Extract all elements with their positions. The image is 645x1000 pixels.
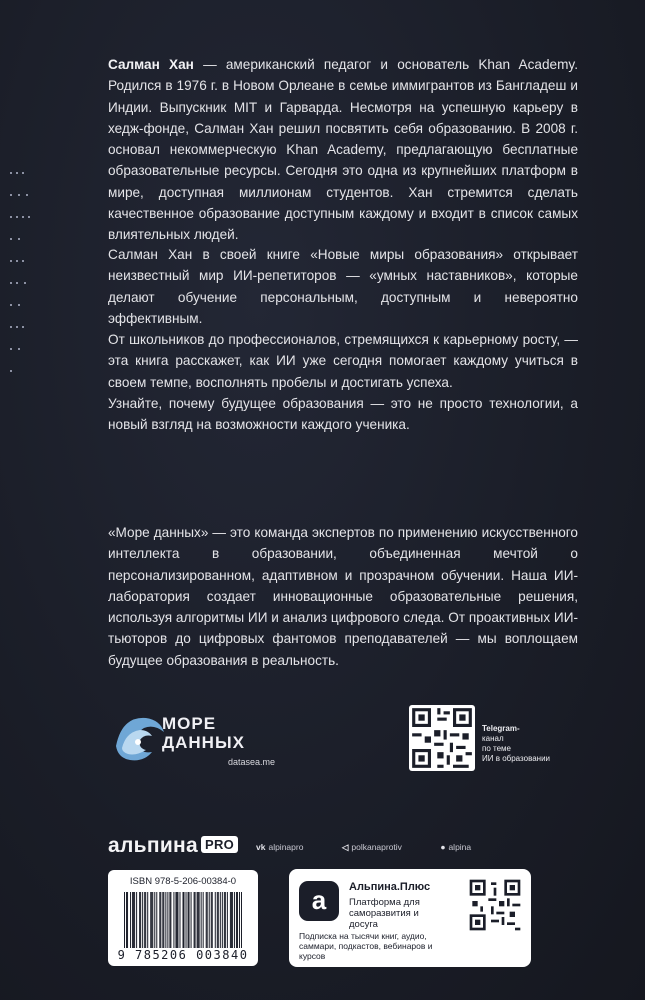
barcode-icon [124,892,242,948]
partner-logo-title: МОРЕ ДАННЫХ [162,714,245,752]
alpina-plus-title: Альпина.Плюс [349,881,431,893]
author-bio [108,54,578,246]
alpina-icon: ● [440,842,446,852]
description-paragraph: От школьников до профессионалов, стремящихся к карьерному росту, — эта книга расскажет, как ИИ уже сегодня помогает каждому учиться в своем темпе, восполнять пробелы и достигать успеха. [108,332,578,390]
vk-icon: vk [256,842,266,852]
decorative-dots [8,170,36,380]
author-bio-text: — американский педагог и основатель Khan Academy. Родился в 1976 г. в Новом Орлеане в семье иммигрантов из Бангладеш и Индии. Выпускник MIT и Гарварда. Несмотря на успешную карьеру в хедж-фонде, Салман Хан решил посвятить себя образованию. В 2008 г. основал некоммерческую Khan Academy, предлагающую бесплатные образовательные ресурсы. Сегодня это одна из крупнейших платформ в мире, доступная миллионам студентов. Хан стремится сделать качественное образование доступным каждому и входит в список самых влиятельных людей. [108,57,578,243]
alpina-plus-app-icon: a [299,881,339,921]
alpina-plus-qr-icon[interactable] [467,877,523,933]
social-link-vk[interactable]: vk alpinapro [256,842,304,852]
social-link-telegram[interactable]: ◁ polkanaprotiv [341,842,402,852]
telegram-line: канал [482,734,504,743]
wave-icon [108,706,168,770]
more-dannykh-logo [108,706,328,776]
publisher-badge: PRO [201,836,238,853]
partner-site[interactable]: datasea.me [228,757,276,767]
publisher-name: альпина [108,834,198,857]
alpina-plus-subtitle: Платформа для саморазвития и досуга [349,897,420,930]
social-link-alpina[interactable]: ● alpina [440,842,472,852]
partner-description-text: «Море данных» — это команда экспертов по применению искусственного интеллекта в образовании, объединенная мечтой о персонализированном, адаптивном и прозрачном обучении. Наша ИИ-лаборатория создает инновационные образовательные решения, используя алгоритмы ИИ и анализ цифрового следа. От проактивных ИИ-тьюторов до цифровых фантомов преподавателей — мы воплощаем будущее образования в реальность. [108,525,578,668]
author-name: Салман Хан [108,57,194,72]
description-paragraph: Узнайте, почему будущее образования — это не просто технологии, а новый взгляд на возможности каждого ученика. [108,396,578,433]
telegram-line: ИИ в образовании [482,754,551,763]
telegram-line: по теме [482,744,511,753]
social-links [256,842,507,853]
publisher-logo [108,834,238,858]
telegram-label [482,724,592,764]
telegram-title: Telegram- [482,724,520,733]
description-paragraph: Салман Хан в своей книге «Новые миры образования» открывает неизвестный мир ИИ-репетиторов — «умных наставников», которые делают обучение персональным, доступным и невероятно эффективным. [108,247,578,326]
telegram-icon: ◁ [341,842,349,852]
alpina-plus-block[interactable] [289,869,531,967]
isbn: ISBN 978-5-206-00384-0 [129,876,237,887]
telegram-qr-code[interactable] [409,705,475,771]
qr-code-icon [409,705,475,771]
book-description [108,244,578,436]
alpina-plus-description: Подписка на тысячи книг, аудио, саммари, подкастов, вебинаров и курсов [299,931,433,961]
barcode-block [108,870,258,966]
partner-description [108,522,578,671]
ean-number: 9 785206 003840 [117,948,249,962]
